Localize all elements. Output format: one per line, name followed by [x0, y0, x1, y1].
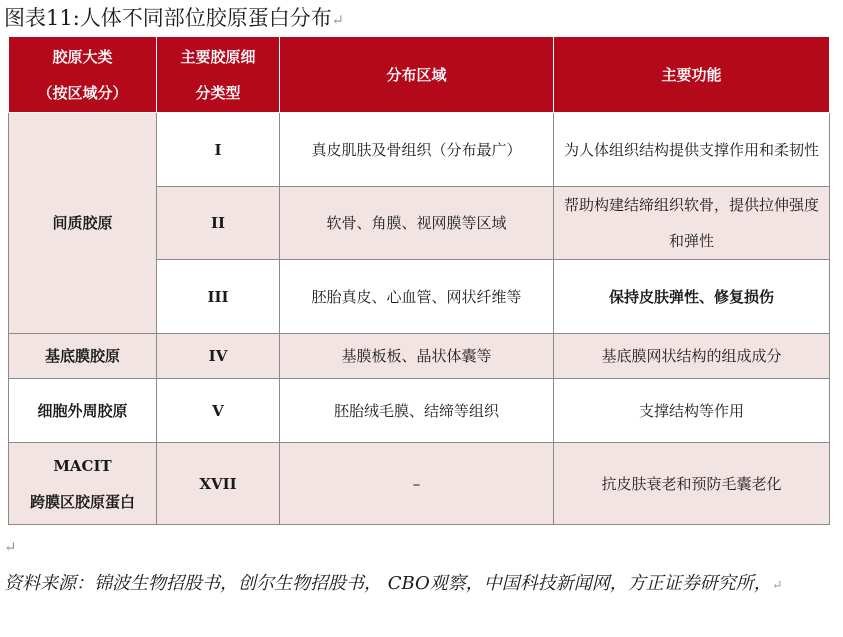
table-row [9, 379, 830, 443]
distribution-cell: 胚胎真皮、心血管、网状纤维等 [280, 260, 554, 334]
header-distribution: 分布区域 [280, 37, 554, 113]
category-macit: MACIT 跨膜区胶原蛋白 [9, 443, 157, 525]
header-subtype: 主要胶原细 分类型 [157, 37, 280, 113]
table-row [9, 113, 830, 187]
type-cell: II [157, 187, 280, 260]
function-cell: 保持皮肤弹性、修复损伤 [554, 260, 830, 334]
function-cell: 为人体组织结构提供支撑作用和柔韧性 [554, 113, 830, 187]
category-pericellular: 细胞外周胶原 [9, 379, 157, 443]
distribution-cell: – [280, 443, 554, 525]
type-cell: I [157, 113, 280, 187]
category-interstitial: 间质胶原 [9, 113, 157, 334]
collagen-distribution-table [8, 36, 830, 525]
function-cell: 抗皮肤衰老和预防毛囊老化 [554, 443, 830, 525]
paragraph-mark-icon: ↵ [4, 538, 17, 556]
function-cell: 支撑结构等作用 [554, 379, 830, 443]
table-header-row [9, 37, 830, 113]
paragraph-mark-icon: ↵ [331, 12, 345, 29]
paragraph-mark-icon: ↵ [771, 577, 783, 592]
table-row [9, 443, 830, 525]
type-cell: IV [157, 334, 280, 379]
type-cell: III [157, 260, 280, 334]
distribution-cell: 软骨、角膜、视网膜等区域 [280, 187, 554, 260]
distribution-cell: 真皮肌肤及骨组织（分布最广） [280, 113, 554, 187]
source-note: 资料来源：锦波生物招股书，创尔生物招股书， CBO观察，中国科技新闻网，方正证券研究所，↵ [4, 573, 783, 594]
figure-title: 图表11:人体不同部位胶原蛋白分布↵ [4, 6, 345, 30]
function-cell: 帮助构建结缔组织软骨，提供拉伸强度和弹性 [554, 187, 830, 260]
header-category: 胶原大类 （按区域分） [9, 37, 157, 113]
category-basement: 基底膜胶原 [9, 334, 157, 379]
distribution-cell: 胚胎绒毛膜、结缔等组织 [280, 379, 554, 443]
type-cell: V [157, 379, 280, 443]
type-cell: XVII [157, 443, 280, 525]
header-function: 主要功能 [554, 37, 830, 113]
function-cell: 基底膜网状结构的组成成分 [554, 334, 830, 379]
table-row [9, 334, 830, 379]
distribution-cell: 基膜板板、晶状体囊等 [280, 334, 554, 379]
